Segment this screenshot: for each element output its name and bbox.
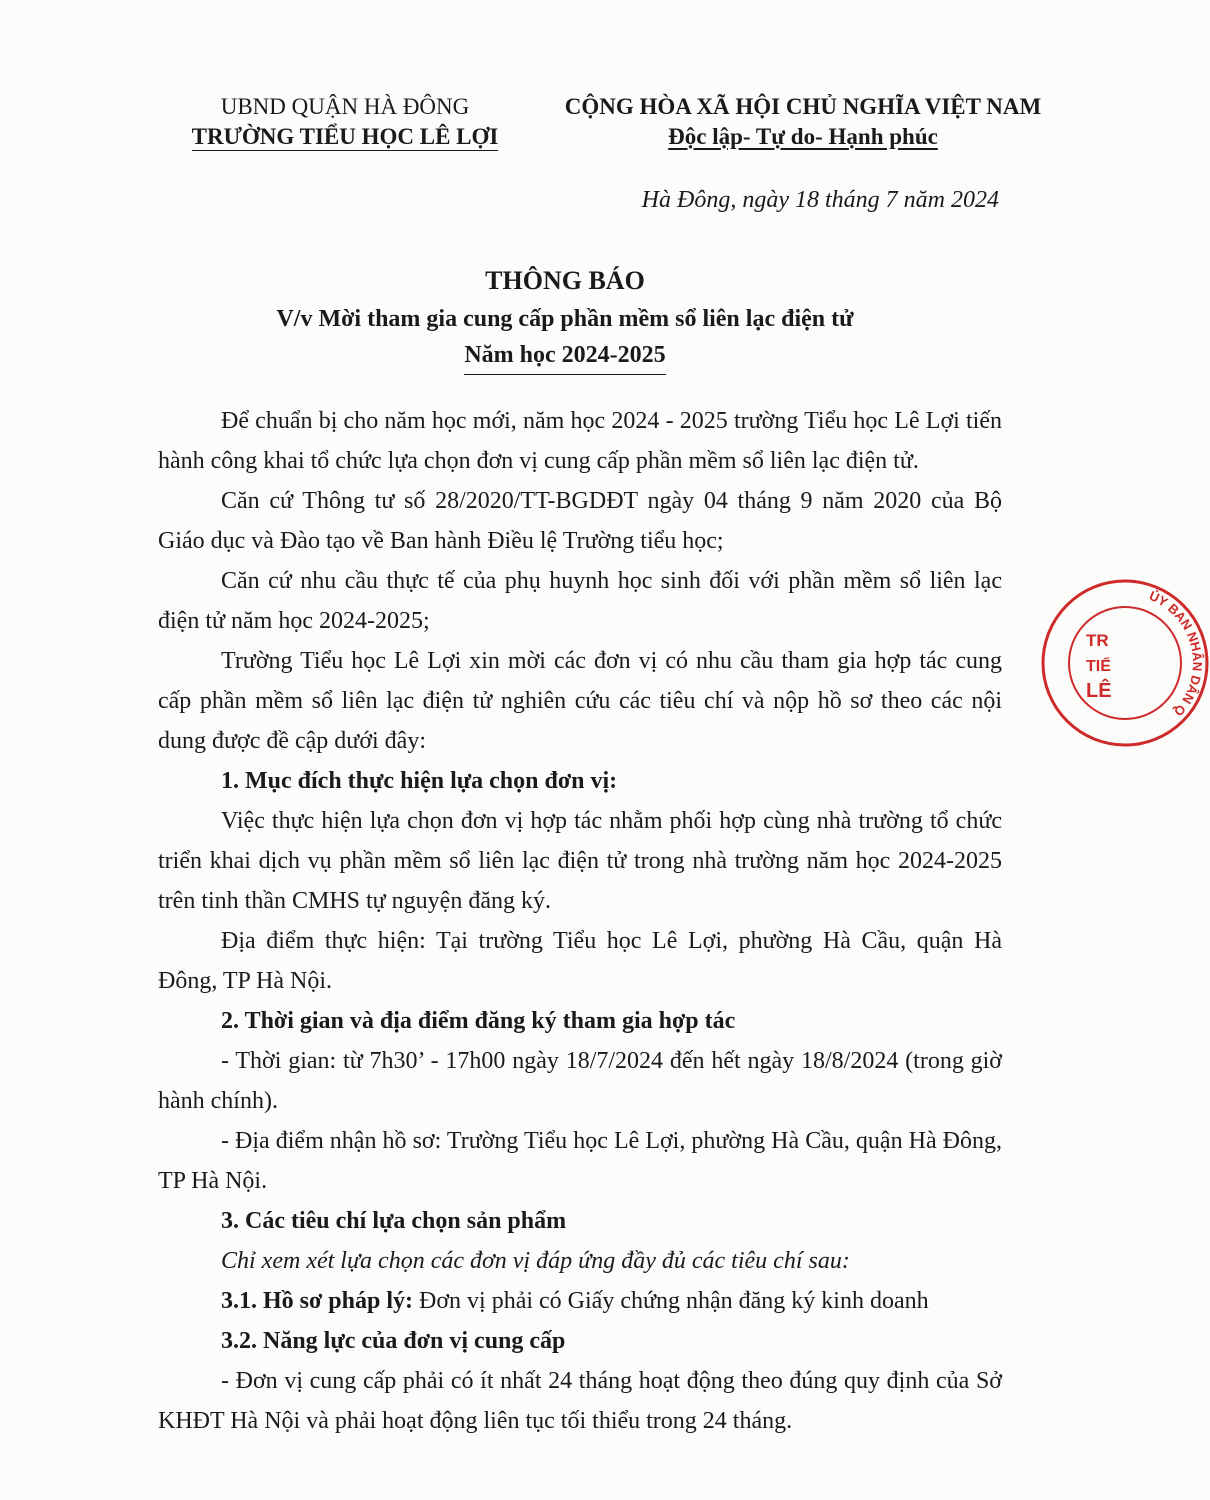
document-title-block bbox=[110, 262, 1020, 375]
section-2-place: - Địa điểm nhận hồ sơ: Trường Tiểu học Lê Lợi, phường Hà Cầu, quận Hà Đông, TP Hà Nội. bbox=[158, 1128, 1002, 1194]
section-3-1-text: Đơn vị phải có Giấy chứng nhận đăng ký kinh doanh bbox=[413, 1288, 929, 1314]
national-title: CỘNG HÒA XÃ HỘI CHỦ NGHĨA VIỆT NAM bbox=[564, 94, 1042, 119]
section-1-location: Địa điểm thực hiện: Tại trường Tiểu học Lê Lợi, phường Hà Cầu, quận Hà Đông, TP Hà Nội. bbox=[158, 928, 1002, 994]
section-2-time: - Thời gian: từ 7h30’ - 17h00 ngày 18/7/2024 đến hết ngày 18/8/2024 (trong giờ hành chính). bbox=[158, 1048, 1002, 1114]
school-name: TRƯỜNG TIỂU HỌC LÊ LỢI bbox=[191, 124, 499, 149]
issuer-block bbox=[170, 92, 520, 152]
district-committee: UBND QUẬN HÀ ĐÔNG bbox=[220, 94, 470, 119]
stamp-inner-line-1: TR bbox=[1086, 631, 1109, 650]
invitation-paragraph: Trường Tiểu học Lê Lợi xin mời các đơn vị có nhu cầu tham gia hợp tác cung cấp phần mềm sổ liên lạc điện tử nghiên cứu các tiêu chí và nộp hồ sơ theo các nội dung được đề cập dưới đây: bbox=[158, 648, 1002, 754]
section-1-heading: 1. Mục đích thực hiện lựa chọn đơn vị: bbox=[221, 768, 618, 794]
section-1-purpose: Việc thực hiện lựa chọn đơn vị hợp tác nhằm phối hợp cùng nhà trường tổ chức triển khai dịch vụ phần mềm sổ liên lạc điện tử trong nhà trường năm học 2024-2025 trên tinh thần CMHS tự nguyện đăng ký. bbox=[158, 808, 1002, 914]
section-3-heading: 3. Các tiêu chí lựa chọn sản phẩm bbox=[221, 1208, 567, 1234]
document-title: THÔNG BÁO bbox=[485, 266, 645, 295]
document-subject: V/v Mời tham gia cung cấp phần mềm sổ liên lạc điện tử bbox=[276, 306, 854, 332]
legal-basis-circular: Căn cứ Thông tư số 28/2020/TT-BGDĐT ngày 04 tháng 9 năm 2020 của Bộ Giáo dục và Đào tạo về Ban hành Điều lệ Trường tiểu học; bbox=[158, 488, 1002, 554]
section-3-1 bbox=[158, 1281, 1002, 1321]
stamp-outer-ring bbox=[1043, 581, 1207, 745]
school-year: Năm học 2024-2025 bbox=[464, 338, 665, 375]
national-header bbox=[548, 92, 1058, 152]
stamp-ring-text: ỦY BAN NHÂN DÂN Q bbox=[1147, 587, 1206, 720]
section-3-2-requirement: - Đơn vị cung cấp phải có ít nhất 24 tháng hoạt động theo đúng quy định của Sở KHĐT Hà Nội và phải hoạt động liên tục tối thiểu trong 24 tháng. bbox=[158, 1368, 1002, 1434]
section-3-1-label: 3.1. Hồ sơ pháp lý: bbox=[221, 1288, 413, 1314]
stamp-inner-line-2: TIỂ bbox=[1086, 658, 1111, 675]
section-2-heading: 2. Thời gian và địa điểm đăng ký tham gia hợp tác bbox=[221, 1008, 736, 1034]
legal-basis-needs: Căn cứ nhu cầu thực tế của phụ huynh học sinh đối với phần mềm sổ liên lạc điện tử năm học 2024-2025; bbox=[158, 568, 1002, 634]
national-motto: Độc lập- Tự do- Hạnh phúc bbox=[668, 124, 938, 149]
stamp-inner-line-3: LÊ bbox=[1086, 680, 1112, 702]
intro-paragraph: Để chuẩn bị cho năm học mới, năm học 2024 - 2025 trường Tiểu học Lê Lợi tiến hành công khai tổ chức lựa chọn đơn vị cung cấp phần mềm sổ liên lạc điện tử. bbox=[158, 408, 1002, 474]
red-seal-stamp bbox=[1040, 578, 1210, 748]
section-3-2-heading: 3.2. Năng lực của đơn vị cung cấp bbox=[221, 1328, 566, 1354]
document-date: Hà Đông, ngày 18 tháng 7 năm 2024 bbox=[641, 187, 999, 213]
document-body bbox=[158, 401, 1002, 1441]
section-3-intro: Chỉ xem xét lựa chọn các đơn vị đáp ứng đầy đủ các tiêu chí sau: bbox=[221, 1248, 850, 1274]
